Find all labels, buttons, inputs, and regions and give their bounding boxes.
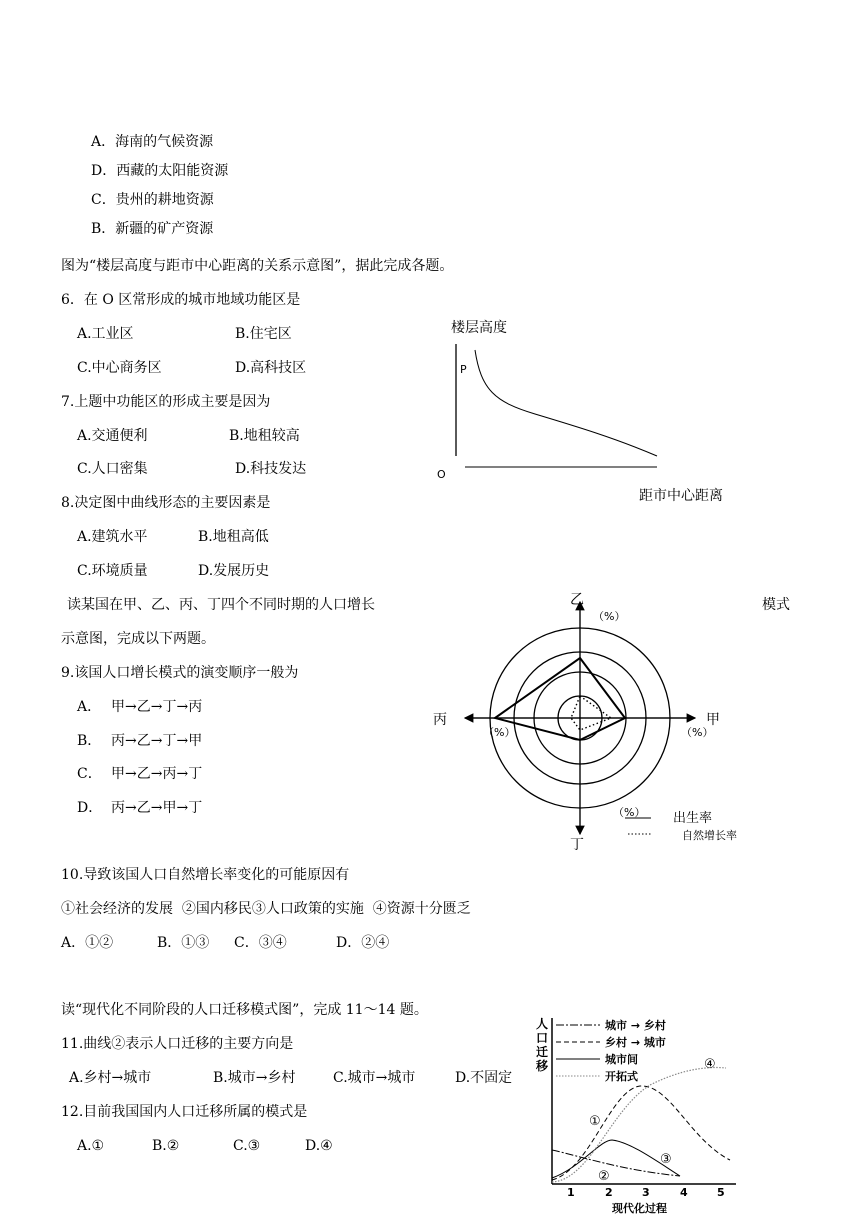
q7-option-c: C.人口密集 [77, 461, 148, 477]
q11-option-d: D.不固定 [455, 1070, 513, 1086]
q7-stem: 7.上题中功能区的形成主要是因为 [61, 394, 271, 410]
legend-birth-rate-label: 出生率 [673, 811, 713, 826]
legend-city-to-rural: 城市 → 乡村 [605, 1019, 666, 1032]
x-tick-5: 5 [717, 1186, 725, 1199]
q11-option-a: A.乡村→城市 [69, 1070, 152, 1086]
curve-label-3: ③ [660, 1152, 672, 1167]
legend-natural-growth-label: 自然增长率 [682, 829, 737, 842]
q5-option-c: C．贵州的耕地资源 [91, 192, 214, 208]
intro-pop-line1: 读某国在甲、乙、丙、丁四个不同时期的人口增长 [67, 597, 375, 613]
x-tick-4: 4 [680, 1186, 688, 1199]
curve-label-2: ② [598, 1169, 610, 1184]
q9-option-a: 甲→乙→丁→丙 [111, 699, 203, 715]
q12-option-c: C.③ [233, 1138, 261, 1154]
q9-stem: 9.该国人口增长模式的演变顺序一般为 [61, 665, 299, 681]
axis-label-jia: 甲 [706, 712, 720, 728]
legend-pioneer: 开拓式 [605, 1070, 638, 1083]
building-height-figure [425, 310, 755, 510]
curve-label-4: ④ [704, 1057, 716, 1072]
q8-option-c: C.环境质量 [77, 563, 148, 579]
axis-unit-bing: （%） [483, 726, 516, 739]
migration-ylabel-1: 人 [536, 1017, 549, 1031]
q7-option-d: D.科技发达 [235, 461, 307, 477]
axis-unit-ding: （%） [613, 806, 646, 819]
x-tick-3: 3 [642, 1186, 650, 1199]
q12-option-b: B.② [152, 1138, 180, 1154]
x-tick-1: 1 [567, 1186, 575, 1199]
x-tick-2: 2 [605, 1186, 613, 1199]
q10-option-b: B．①③ [157, 935, 210, 951]
migration-ylabel-3: 迁 [536, 1045, 549, 1059]
q5-option-b: B．新疆的矿产资源 [91, 221, 214, 237]
axis-unit-jia: （%） [681, 726, 714, 739]
q6-stem: 6．在 O 区常形成的城市地域功能区是 [61, 292, 301, 308]
intro-migration-figure: 读“现代化不同阶段的人口迁移模式图”，完成 11～14 题。 [61, 1002, 428, 1018]
axis-unit-yi: （%） [593, 610, 626, 623]
q8-stem: 8.决定图中曲线形态的主要因素是 [61, 495, 271, 511]
building-ylabel: 楼层高度 [451, 320, 507, 336]
building-height-curve [475, 350, 657, 456]
q8-option-b: B.地租高低 [198, 529, 269, 545]
q10-items: ①社会经济的发展 ②国内移民③人口政策的实施 ④资源十分匮乏 [61, 901, 471, 917]
q12-stem: 12.目前我国国内人口迁移所属的模式是 [61, 1104, 308, 1120]
q5-option-d: D．西藏的太阳能资源 [91, 163, 229, 179]
q9-option-b-key: B． [77, 733, 102, 749]
q8-option-a: A.建筑水平 [77, 529, 148, 545]
q11-option-b: B.城市→乡村 [213, 1070, 296, 1086]
q6-option-b: B.住宅区 [235, 326, 292, 342]
q10-stem: 10.导致该国人口自然增长率变化的可能原因有 [61, 867, 350, 883]
migration-ylabel-4: 移 [536, 1059, 549, 1073]
q9-option-d: 丙→乙→甲→丁 [111, 800, 203, 816]
intro-pop-line1-end: 模式 [762, 597, 790, 613]
q6-option-a: A.工业区 [77, 326, 134, 342]
curve-label-1: ① [589, 1114, 601, 1129]
q9-option-b: 丙→乙→丁→甲 [111, 733, 203, 749]
axis-label-bing: 丙 [433, 712, 447, 728]
q6-option-c: C.中心商务区 [77, 360, 162, 376]
intro-pop-line2: 示意图，完成以下两题。 [61, 631, 215, 647]
curve-4-pioneer [552, 1068, 726, 1182]
natural-growth-polygon [571, 696, 611, 730]
q7-option-a: A.交通便利 [77, 428, 148, 444]
q9-option-d-key: D． [77, 800, 103, 816]
q11-option-c: C.城市→城市 [333, 1070, 416, 1086]
q10-option-a: A．①② [61, 935, 114, 951]
q6-option-d: D.高科技区 [235, 360, 307, 376]
building-p-label: P [460, 363, 467, 376]
migration-xlabel: 现代化过程 [612, 1202, 667, 1215]
q5-option-a: A．海南的气候资源 [91, 134, 214, 150]
population-growth-figure [425, 582, 765, 854]
legend-rural-to-city: 乡村 → 城市 [605, 1036, 666, 1049]
intro-building-figure: 图为“楼层高度与距市中心距离的关系示意图”，据此完成各题。 [61, 258, 454, 274]
q12-option-a: A.① [77, 1138, 105, 1154]
q10-option-c: C．③④ [234, 935, 287, 951]
q9-option-c: 甲→乙→丙→丁 [111, 766, 203, 782]
q11-stem: 11.曲线②表示人口迁移的主要方向是 [61, 1036, 294, 1052]
q10-option-d: D．②④ [336, 935, 390, 951]
q9-option-c-key: C． [77, 766, 102, 782]
migration-pattern-figure [530, 1010, 750, 1216]
axis-label-yi: 乙 [570, 592, 584, 608]
q12-option-d: D.④ [305, 1138, 333, 1154]
q9-option-a-key: A． [77, 699, 102, 715]
migration-ylabel-2: 口 [536, 1031, 549, 1045]
curve-2-rural-to-city [552, 1086, 730, 1180]
legend-intercity: 城市间 [605, 1053, 638, 1066]
q8-option-d: D.发展历史 [198, 563, 270, 579]
building-o-label: O [437, 468, 446, 481]
building-xlabel: 距市中心距离 [639, 488, 723, 504]
q7-option-b: B.地租较高 [229, 428, 300, 444]
axis-label-ding: 丁 [570, 837, 584, 853]
